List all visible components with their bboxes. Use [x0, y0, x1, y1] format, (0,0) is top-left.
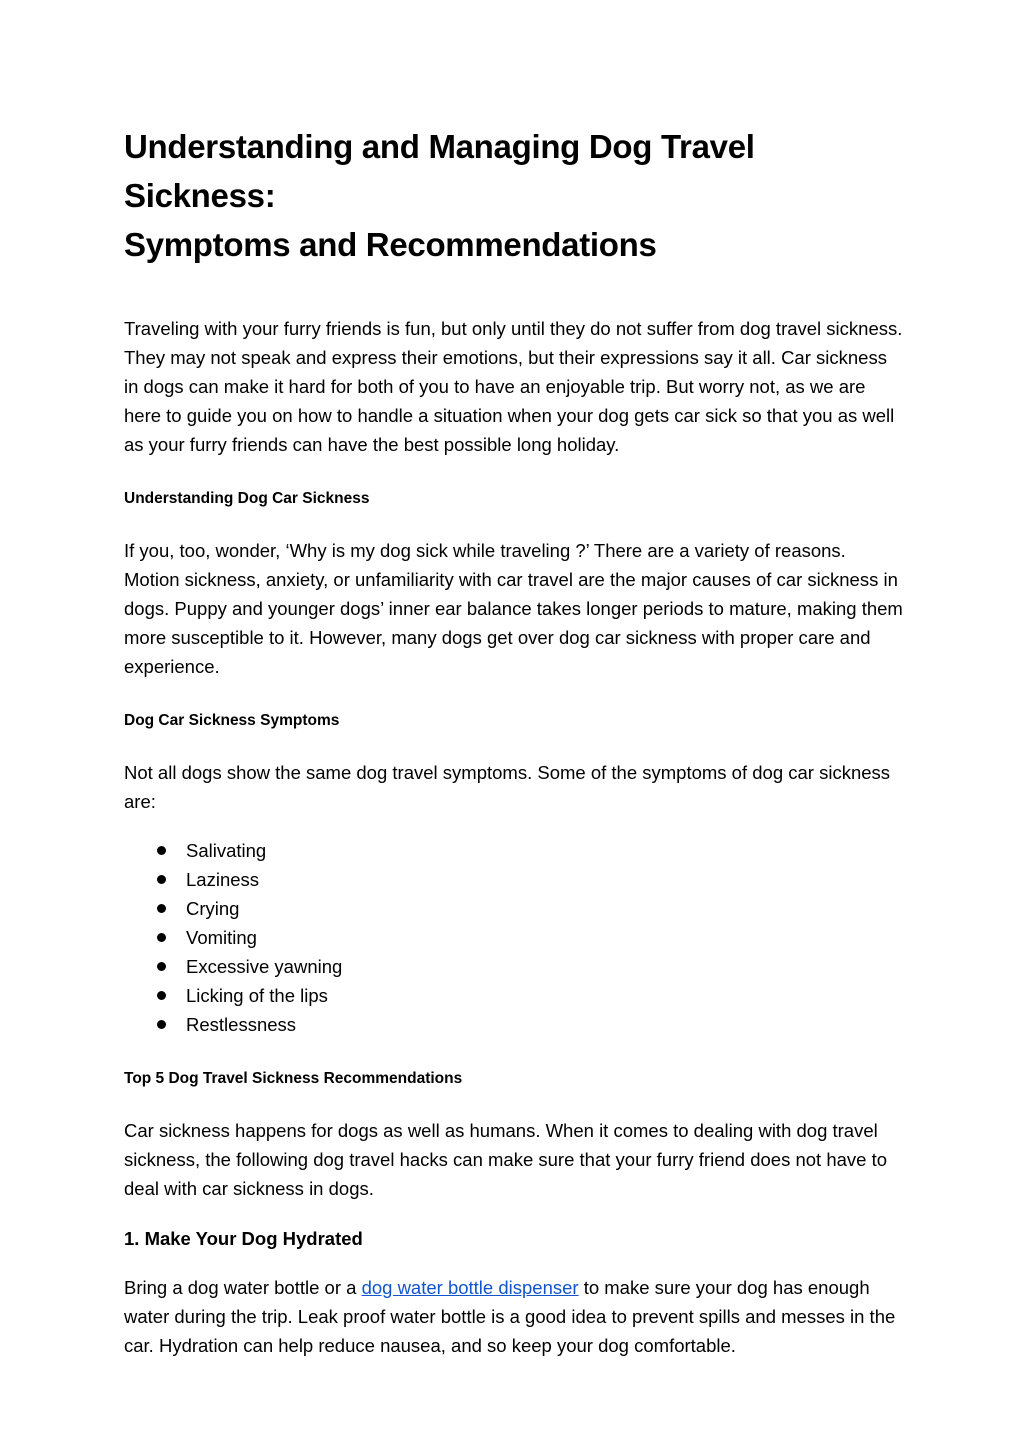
- body-text-after-link: to make sure your dog has enough water during the trip. Leak proof water bottle is a good idea to prevent spills and messes in the car. Hydration can help reduce nausea, and so keep your dog comfortable.: [124, 1277, 896, 1356]
- section-heading-symptoms: Dog Car Sickness Symptoms: [124, 712, 340, 729]
- list-item: [124, 894, 904, 923]
- subsection-body-hydrated: [124, 1273, 904, 1360]
- list-item: [124, 865, 904, 894]
- list-item-text: Restlessness: [186, 1014, 297, 1035]
- body-text-before-link: Bring a dog water bottle or a: [124, 1277, 362, 1298]
- list-item-text: Vomiting: [186, 927, 257, 948]
- bullet-icon: [157, 933, 166, 942]
- bullet-icon: [157, 904, 166, 913]
- bullet-icon: [157, 875, 166, 884]
- document-page: [124, 122, 904, 1360]
- list-item: [124, 981, 904, 1010]
- bullet-icon: [157, 962, 166, 971]
- title-line-1: Understanding and Managing Dog Travel Sickness:: [124, 128, 755, 214]
- section-heading-recommendations: Top 5 Dog Travel Sickness Recommendations: [124, 1070, 463, 1087]
- section-body-recommendations: Car sickness happens for dogs as well as humans. When it comes to dealing with dog travel sickness, the following dog travel hacks can make sure that your furry friend does not have to deal with car sickness in dogs.: [124, 1120, 888, 1199]
- title-line-2: Symptoms and Recommendations: [124, 226, 657, 263]
- list-item: [124, 1010, 904, 1039]
- list-item: [124, 952, 904, 981]
- list-item-text: Excessive yawning: [186, 956, 343, 977]
- section-body-symptoms: Not all dogs show the same dog travel symptoms. Some of the symptoms of dog car sickness are:: [124, 762, 891, 812]
- subsection-heading-hydrated: 1. Make Your Dog Hydrated: [124, 1228, 363, 1249]
- list-item-text: Laziness: [186, 869, 260, 890]
- bullet-icon: [157, 1020, 166, 1029]
- list-item: [124, 836, 904, 865]
- section-heading-understanding: Understanding Dog Car Sickness: [124, 490, 370, 507]
- list-item: [124, 923, 904, 952]
- section-body-understanding: If you, too, wonder, ‘Why is my dog sick while traveling ?’ There are a variety of reasons. Motion sickness, anxiety, or unfamiliarity with car travel are the major causes of car sickness in dogs. Puppy and younger dogs’ inner ear balance takes longer periods to mature, making them more susceptible to it. However, many dogs get over dog car sickness with proper care and experience.: [124, 540, 903, 677]
- intro-paragraph: Traveling with your furry friends is fun, but only until they do not suffer from dog travel sickness. They may not speak and express their emotions, but their expressions say it all. Car sickness in dogs can make it hard for both of you to have an enjoyable trip. But worry not, as we are here to guide you on how to handle a situation when your dog gets car sick so that you as well as your furry friends can have the best possible long holiday.: [124, 318, 903, 455]
- list-item-text: Licking of the lips: [186, 985, 328, 1006]
- bullet-icon: [157, 846, 166, 855]
- bullet-icon: [157, 991, 166, 1000]
- list-item-text: Crying: [186, 898, 240, 919]
- symptoms-list: [124, 836, 904, 1039]
- dog-water-bottle-dispenser-link[interactable]: dog water bottle dispenser: [361, 1277, 579, 1298]
- list-item-text: Salivating: [186, 840, 267, 861]
- page-title: [124, 122, 904, 269]
